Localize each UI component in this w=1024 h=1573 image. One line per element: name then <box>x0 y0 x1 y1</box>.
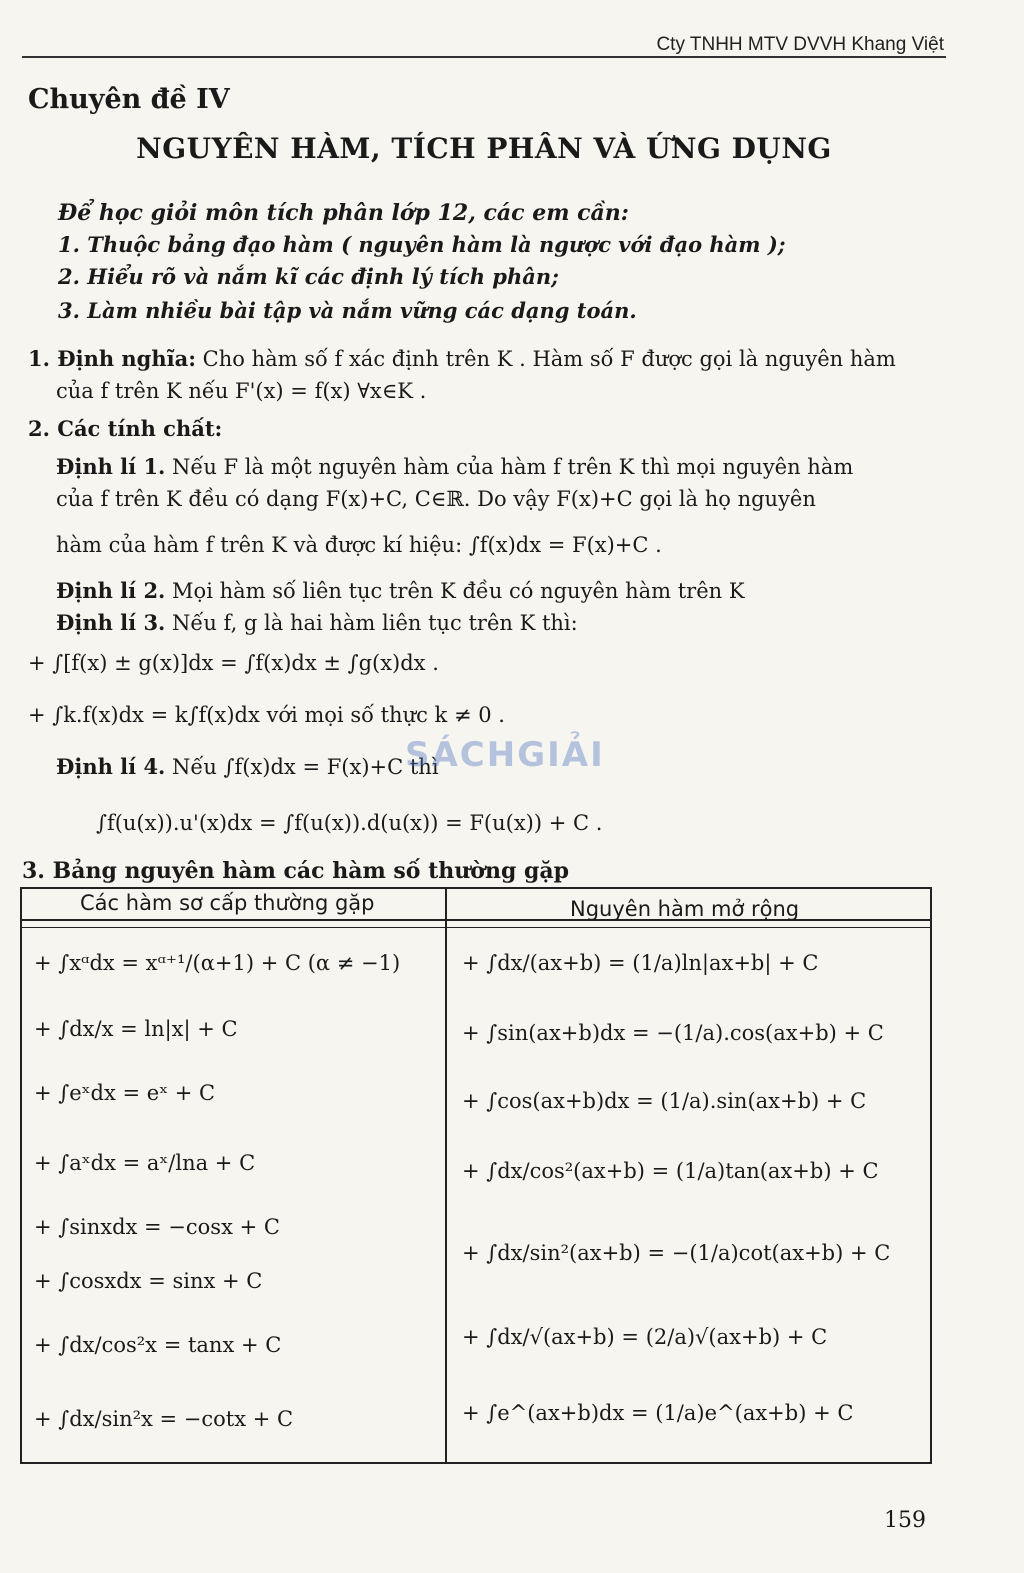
advice-heading: Để học giỏi môn tích phân lớp 12, các em cần: <box>58 200 629 226</box>
table-left-row-3: + ∫eˣdx = eˣ + C <box>34 1081 216 1105</box>
theorem-1-line-1 <box>56 452 853 482</box>
properties-heading: 2. Các tính chất: <box>28 416 223 441</box>
table-column-divider <box>445 889 447 1462</box>
chapter-label: Chuyên đề IV <box>28 84 230 115</box>
table-left-row-5: + ∫sinxdx = −cosx + C <box>34 1215 280 1239</box>
properties-label <box>28 414 222 444</box>
table-right-row-3: + ∫cos(ax+b)dx = (1/a).sin(ax+b) + C <box>462 1089 867 1113</box>
table-left-row-8: + ∫dx/sin²x = −cotx + C <box>34 1407 294 1431</box>
table-right-row-7: + ∫e^(ax+b)dx = (1/a)e^(ax+b) + C <box>462 1401 854 1425</box>
advice-item-1: 1. Thuộc bảng đạo hàm ( nguyên hàm là ngược với đạo hàm ); <box>58 232 786 257</box>
theorem-3-text: Nếu f, g là hai hàm liên tục trên K thì: <box>165 611 578 635</box>
table-left-row-6: + ∫cosxdx = sinx + C <box>34 1269 263 1293</box>
table-left-row-4: + ∫aˣdx = aˣ/lna + C <box>34 1151 256 1175</box>
theorem-4-label: Định lí 4. <box>56 754 166 779</box>
theorem-4-formula: ∫f(u(x)).u'(x)dx = ∫f(u(x)).d(u(x)) = F(u(x)) + C . <box>96 811 603 835</box>
table-right-row-5: + ∫dx/sin²(ax+b) = −(1/a)cot(ax+b) + C <box>462 1241 891 1265</box>
theorem-1-text: Nếu F là một nguyên hàm của hàm f trên K thì mọi nguyên hàm <box>165 455 854 479</box>
advice-item-2: 2. Hiểu rõ và nắm kĩ các định lý tích phân; <box>58 264 559 289</box>
theorem-4-text: Nếu ∫f(x)dx = F(x)+C thì <box>165 755 439 779</box>
table-left-row-2: + ∫dx/x = ln|x| + C <box>34 1017 238 1041</box>
table-right-row-4: + ∫dx/cos²(ax+b) = (1/a)tan(ax+b) + C <box>462 1159 879 1183</box>
table-header-right: Nguyên hàm mở rộng <box>570 897 800 921</box>
definition-text: Cho hàm số f xác định trên K . Hàm số F được gọi là nguyên hàm <box>195 347 896 371</box>
page-title: NGUYÊN HÀM, TÍCH PHÂN VÀ ỨNG DỤNG <box>136 132 832 165</box>
definition-label: 1. Định nghĩa: <box>28 346 196 371</box>
theorem-3 <box>56 608 578 638</box>
theorem-4 <box>56 752 439 782</box>
table-left-row-7: + ∫dx/cos²x = tanx + C <box>34 1333 282 1357</box>
table-left-row-1: + ∫xᵅdx = xᵅ⁺¹/(α+1) + C (α ≠ −1) <box>34 951 401 975</box>
theorem-2-text: Mọi hàm số liên tục trên K đều có nguyên hàm trên K <box>165 579 745 603</box>
theorem-1-line-2: của f trên K đều có dạng F(x)+C, C∈ℝ. Do vậy F(x)+C gọi là họ nguyên <box>56 487 816 511</box>
theorem-3-formula-b: + ∫k.f(x)dx = k∫f(x)dx với mọi số thực k ≠ 0 . <box>28 703 505 727</box>
table-right-row-1: + ∫dx/(ax+b) = (1/a)ln|ax+b| + C <box>462 951 819 975</box>
table-right-row-6: + ∫dx/√(ax+b) = (2/a)√(ax+b) + C <box>462 1325 828 1349</box>
definition-line-1 <box>28 344 896 374</box>
theorem-2-label: Định lí 2. <box>56 578 166 603</box>
header-publisher: Cty TNHH MTV DVVH Khang Việt <box>656 34 944 55</box>
antiderivative-table <box>20 887 932 1464</box>
page-number: 159 <box>884 1508 926 1533</box>
definition-line-2: của f trên K nếu F'(x) = f(x) ∀x∈K . <box>56 379 427 403</box>
theorem-2 <box>56 576 745 606</box>
theorem-3-formula-a: + ∫[f(x) ± g(x)]dx = ∫f(x)dx ± ∫g(x)dx . <box>28 651 439 675</box>
table-header-left: Các hàm sơ cấp thường gặp <box>80 891 375 915</box>
table-section-title: 3. Bảng nguyên hàm các hàm số thường gặp <box>22 858 570 884</box>
theorem-3-label: Định lí 3. <box>56 610 166 635</box>
theorem-1-label: Định lí 1. <box>56 454 166 479</box>
advice-item-3: 3. Làm nhiều bài tập và nắm vững các dạng toán. <box>58 298 637 323</box>
table-right-row-2: + ∫sin(ax+b)dx = −(1/a).cos(ax+b) + C <box>462 1021 884 1045</box>
watermark-logo: SÁCHGIẢI <box>405 735 605 775</box>
theorem-1-line-3: hàm của hàm f trên K và được kí hiệu: ∫f(x)dx = F(x)+C . <box>56 533 662 557</box>
header-rule <box>22 56 946 58</box>
table-header-rule-secondary <box>22 927 930 928</box>
